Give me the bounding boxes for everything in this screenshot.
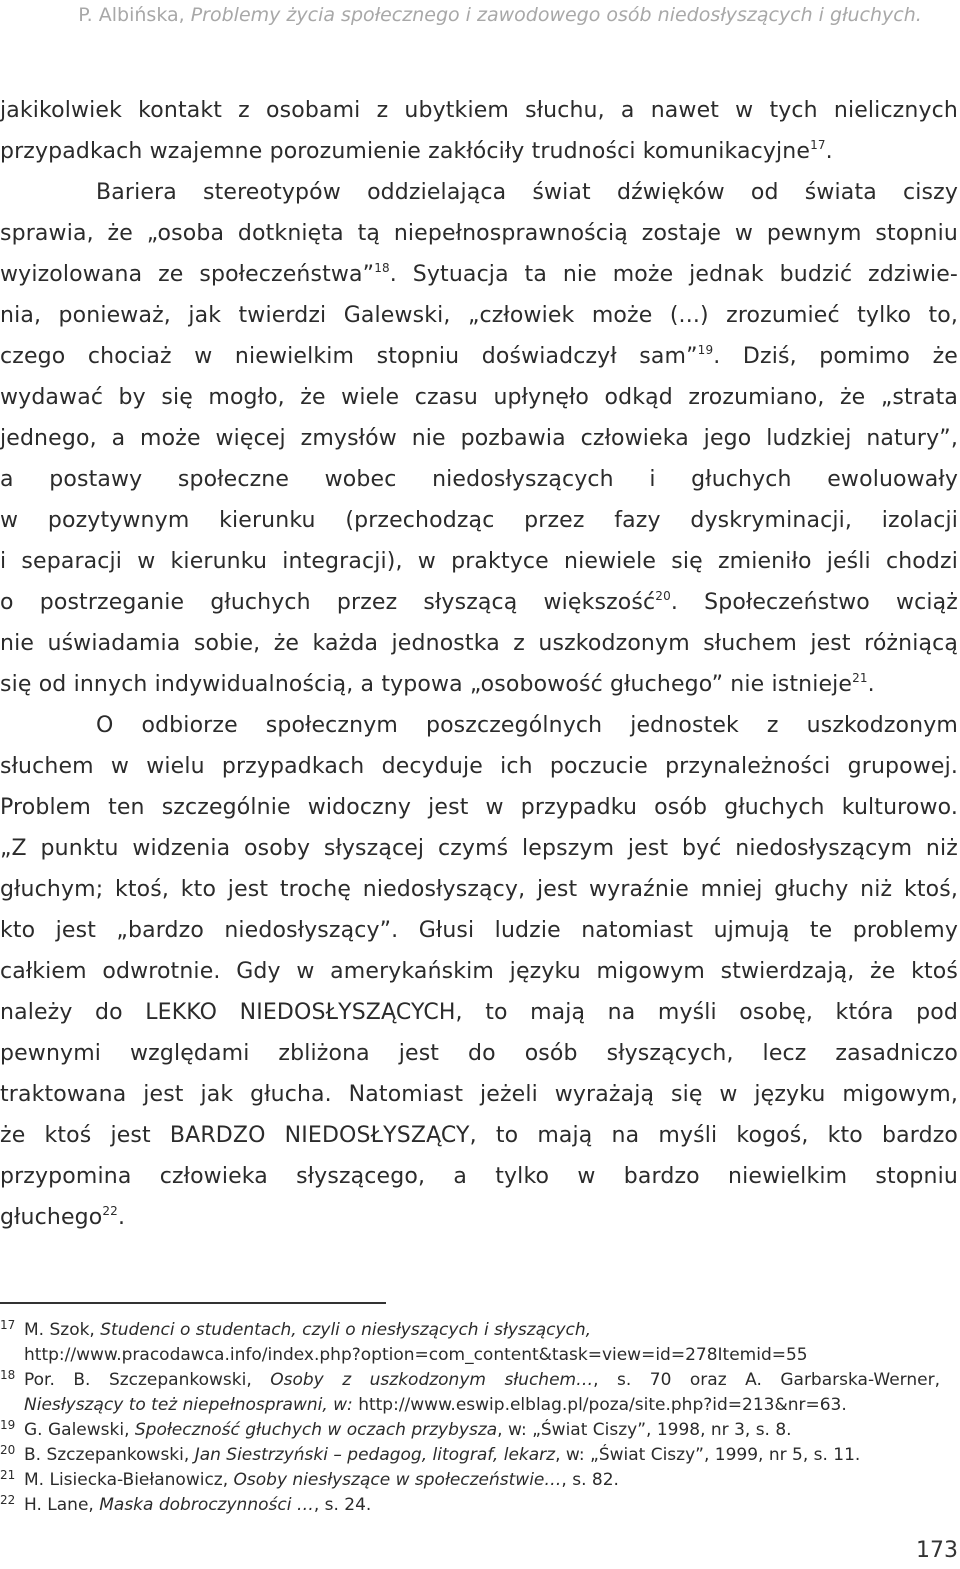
footnote-ref-21: 21	[852, 671, 868, 685]
footnote-divider	[0, 1302, 386, 1304]
text-line: jakikolwiek kontakt z osobami z ubytkiem słuchu, a nawet w tych nielicznych	[0, 98, 958, 123]
footnote-ref-22: 22	[102, 1204, 118, 1218]
text-line: „Z punktu widzenia osoby słyszącej czymś lepszym jest być niedosłyszącym niż	[0, 836, 958, 861]
footnote-18-link[interactable]: http://www.eswip.elblag.pl/poza/site.php?id=213&nr=63.	[358, 1395, 847, 1415]
footnote-ref-20: 20	[655, 589, 671, 603]
text-line: wydawać by się mogło, że wiele czasu upłynęło odkąd zrozumiano, że „strata	[0, 385, 958, 410]
footnote-18-cont: Niesłyszący to też niepełnosprawni, w: http://www.eswip.elblag.pl/poza/site.php?id=213&nr=63.	[24, 1395, 847, 1415]
footnote-18: 18 Por. B. Szczepankowski, Osoby z uszkodzonym słuchem…, s. 70 oraz A. Garbarska-Werner,	[0, 1368, 940, 1390]
text-line: Bariera stereotypów oddzielająca świat dźwięków od świata ciszy	[96, 180, 958, 205]
text-line: czego chociaż w niewielkim stopniu doświadczył sam”$^{19}$. Dziś, pomimo że	[0, 343, 958, 369]
text-line: i separacji w kierunku integracji), w praktyce niewiele się zmieniło jeśli chodzi	[0, 549, 958, 574]
footnote-22: 22 H. Lane, Maska dobroczynności …, s. 24.	[0, 1493, 372, 1515]
text-line: kto jest „bardzo niedosłyszący”. Głusi ludzie natomiast ujmują te problemy	[0, 918, 958, 943]
text-line: O odbiorze społecznym poszczególnych jednostek z uszkodzonym	[96, 713, 958, 738]
text-line: że ktoś jest BARDZO NIEDOSŁYSZĄCY, to mają na myśli kogoś, kto bardzo	[0, 1123, 958, 1148]
page-number: 173	[916, 1538, 958, 1563]
header-title: Problemy życia społecznego i zawodowego osób niedosłyszących i głuchych.	[190, 4, 922, 26]
text-line: słuchem w wielu przypadkach decyduje ich poczucie przynależności grupowej.	[0, 754, 958, 779]
text-line: należy do LEKKO NIEDOSŁYSZĄCYCH, to mają na myśli osobę, która pod	[0, 1000, 958, 1025]
text-line: wyizolowana ze społeczeństwa”$^{18}$. Sytuacja ta nie może jednak budzić zdziwie-	[0, 261, 959, 287]
main-text	[0, 90, 958, 1238]
footnote-ref-19: 19	[697, 343, 714, 357]
text-line: się od innych indywidualnością, a typowa „osobowość głuchego” nie istnieje$^{21}$.	[0, 671, 875, 697]
footnotes	[0, 1318, 940, 1518]
text-line: jednego, a może więcej zmysłów nie pozbawia człowieka jego ludzkiej natury”,	[0, 426, 958, 451]
footnote-20: 20 B. Szczepankowski, Jan Siestrzyński – pedagog, litograf, lekarz, w: „Świat Ciszy”, 1999, nr 5, s. 11.	[0, 1443, 861, 1465]
footnote-17-link[interactable]: http://www.pracodawca.info/index.php?option=com_content&task=view=id=278Itemid=55	[24, 1345, 808, 1365]
footnote-21: 21 M. Lisiecka-Biełanowicz, Osoby niesłyszące w społeczeństwie…, s. 82.	[0, 1468, 619, 1490]
text-line: pewnymi względami zbliżona jest do osób słyszących, lecz zasadniczo	[0, 1041, 958, 1066]
footnote-19: 19 G. Galewski, Społeczność głuchych w oczach przybysza, w: „Świat Ciszy”, 1998, nr 3, s. 8.	[0, 1418, 792, 1440]
text-line: głuchym; ktoś, kto jest trochę niedosłyszący, jest wyraźnie mniej głuchy niż ktoś,	[0, 877, 958, 902]
footnote-ref-18: 18	[374, 261, 390, 275]
text-line: a postawy społeczne wobec niedosłyszących i głuchych ewoluowały	[0, 467, 958, 492]
text-line: o postrzeganie głuchych przez słyszącą większość$^{20}$. Społeczeństwo wciąż	[0, 589, 959, 615]
text-line: przypomina człowieka słyszącego, a tylko w bardzo niewielkim stopniu	[0, 1164, 958, 1189]
text-line: traktowana jest jak głucha. Natomiast jeżeli wyrażają się w języku migowym,	[0, 1082, 958, 1107]
text-line: głuchego$^{22}$.	[0, 1204, 126, 1230]
text-line: nie uświadamia sobie, że każda jednostka z uszkodzonym słuchem jest różniącą	[0, 631, 958, 656]
text-line: Problem ten szczególnie widoczny jest w przypadku osób głuchych kulturowo.	[0, 795, 958, 820]
text-line: sprawia, że „osoba dotknięta tą niepełnosprawnością zostaje w pewnym stopniu	[0, 221, 958, 246]
text-line: nia, ponieważ, jak twierdzi Galewski, „człowiek może (...) zrozumieć tylko to,	[0, 303, 958, 328]
footnote-17: 17 M. Szok, Studenci o studentach, czyli o niesłyszących i słyszących,	[0, 1318, 592, 1340]
running-header	[60, 4, 940, 26]
text-line: w pozytywnym kierunku (przechodząc przez fazy dyskryminacji, izolacji	[0, 508, 958, 533]
header-author: P. Albińska,	[78, 4, 191, 26]
footnote-ref-17: 17	[810, 138, 826, 152]
text-line: przypadkach wzajemne porozumienie zakłóciły trudności komunikacyjne$^{17}$.	[0, 138, 833, 164]
text-line: całkiem odwrotnie. Gdy w amerykańskim języku migowym stwierdzają, że ktoś	[0, 959, 958, 984]
